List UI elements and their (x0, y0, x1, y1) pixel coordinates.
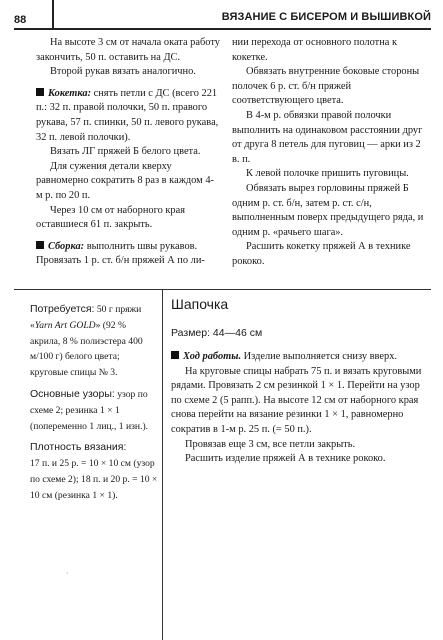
paragraph: Обвязать вырез горловины пряжей Б одним р. ст. б/н, затем р. ст. с/н, выполненным поверх предыдущего ряда, и одним р. «рачьего шага». (232, 182, 424, 238)
materials-text: Потребуется: 50 г пряжи «Yarn Art GOLD» (92 % акрила, 8 % полиэстера 400 м/100 г) белого цвета; круговые спицы № 3. (30, 303, 143, 379)
right-column (232, 36, 426, 270)
paragraph: Через 10 см от наборного края оставшиеся 61 п. закрыть. (36, 204, 186, 231)
paragraph: Для сужения детали кверху равномерно сократить 8 раз в каждом 4-м р. по 20 п. (36, 160, 214, 201)
section-assembly (36, 240, 220, 269)
patterns-title: Основные узоры: (30, 387, 115, 400)
yarn-brand: Yarn Art GOLD (34, 319, 96, 331)
square-bullet-icon (171, 351, 179, 359)
section-title: Шапочка (171, 296, 229, 312)
running-title: ВЯЗАНИЕ С БИСЕРОМ И ВЫШИВКОЙ (221, 11, 431, 23)
section-label: Кокетка: (48, 87, 92, 99)
hat-instructions (171, 350, 429, 467)
paragraph: В 4-м р. обвязки правой полочки выполнить на одинаковом расстоянии друг от друга 8 петель для пуговиц — арки из 2 в. п. (232, 109, 423, 165)
left-column (36, 36, 220, 269)
size-label: Размер: 44—46 см (171, 327, 263, 339)
paragraph: снять петли с ДС (всего 221 п.: 32 п. правой полочки, 50 п. правого рукава, 57 п. спинки, 50 п. левого рукава, 32 п. левой полочки). (36, 87, 219, 143)
stray-mark: · (66, 569, 69, 578)
density-text: 17 п. и 25 р. = 10 × 10 см (узор по схеме 2); 18 п. и 20 р. = 10 × 10 см (резинка 1 × 1). (30, 458, 158, 501)
section-yoke (36, 87, 220, 145)
paragraph: Расшить изделие пряжей А в технике рококо. (185, 453, 386, 465)
header-rule (14, 28, 431, 30)
paragraph: нии перехода от основного полотна к кокетке. (232, 37, 398, 63)
section-label: Ход работы. (183, 351, 242, 362)
paragraph: Вязать ЛГ пряжей Б белого цвета. (50, 146, 201, 158)
paragraph: На круговые спицы набрать 75 п. и вязать круговыми рядами. Провязать 2 см резинкой 1 × 1. Перейти на узор по схеме 2 (5 рапп.). На высоте 12 см от наборного края снова перейти на вязание резинки 1 × 1, равномерно сократив в 1-м р. 25 п. (= 50 п.). (171, 365, 422, 435)
paragraph: Обвязать внутренние боковые стороны полочек 6 р. ст. б/н пряжей соответствующего цвета. (232, 66, 420, 107)
work-intro: Ход работы. Изделие выполняется снизу вверх. (171, 350, 429, 365)
sidebar-divider (162, 290, 163, 640)
paragraph: Расшить кокетку пряжей А в технике рококо. (232, 241, 411, 267)
paragraph: Второй рукав вязать аналогично. (50, 66, 196, 78)
paragraph: На высоте 3 см от начала оката работу закончить, 50 п. оставить на ДС. (36, 37, 220, 63)
materials-sidebar (30, 302, 158, 504)
page-number: 88 (14, 14, 27, 26)
paragraph: Провязав еще 3 см, все петли закрыть. (185, 438, 356, 450)
patterns-text: Основные узоры: узор по схеме 2; резинка 1 × 1 (попеременно 1 лиц., 1 изн.). (30, 387, 149, 432)
page-header (0, 0, 443, 34)
section-divider (14, 289, 431, 290)
paragraph: выполнить швы рукавов. Провязать 1 р. ст. б/н пряжей А по ли- (36, 240, 205, 267)
paragraph: К левой полочке пришить пуговицы. (246, 168, 409, 180)
square-bullet-icon (36, 88, 44, 96)
square-bullet-icon (36, 241, 44, 249)
header-divider (52, 0, 54, 30)
materials-label: Потребуется: (30, 303, 95, 315)
section-label: Сборка: (48, 240, 85, 252)
density-title: Плотность вязания: (30, 441, 127, 454)
